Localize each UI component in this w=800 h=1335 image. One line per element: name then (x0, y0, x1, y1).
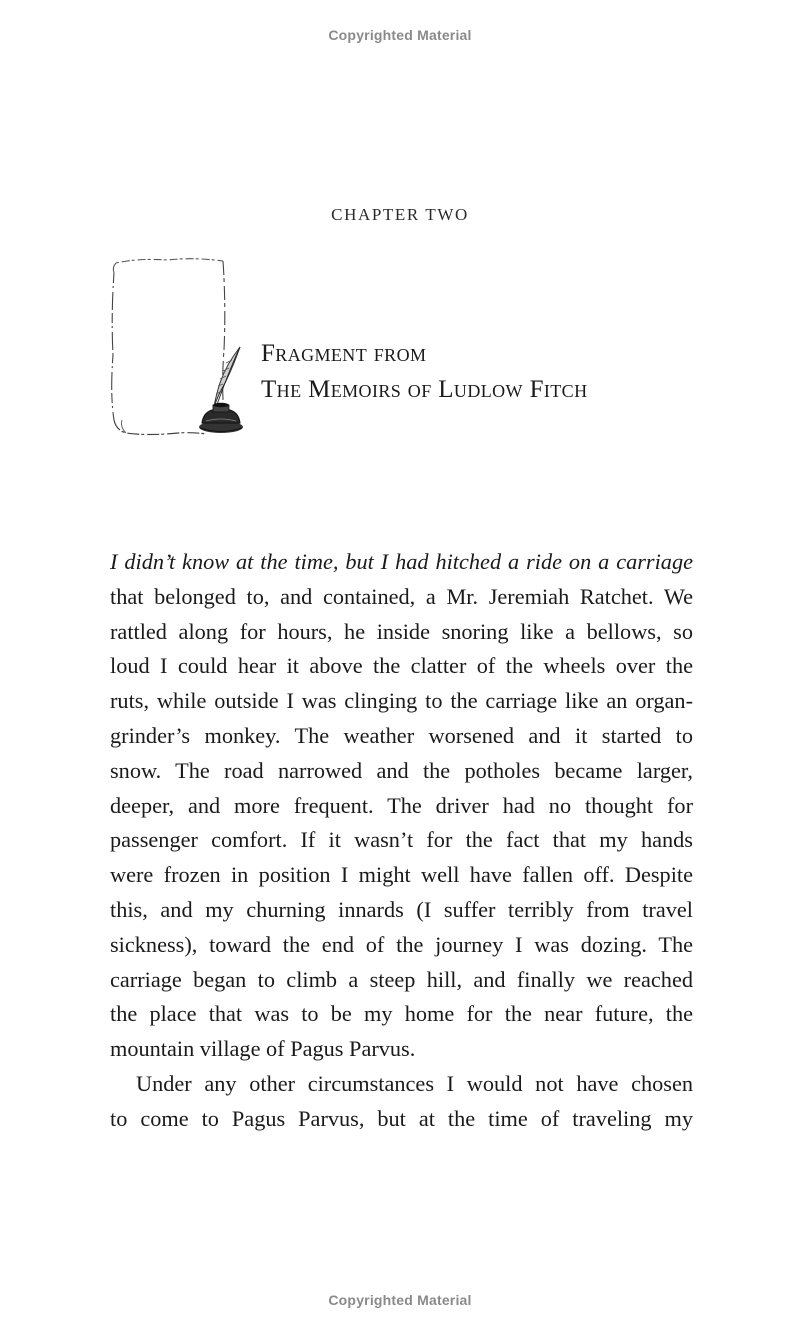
chapter-title (261, 336, 587, 408)
text-line: passenger comfort. If it wasn’t for the fact that my hands (110, 827, 693, 853)
paragraph-1-italic-lead: I didn’t know at the time, but I had hitched a ride on a carriage (110, 549, 693, 574)
text-line: grinder’s monkey. The weather worsened and it started to (110, 722, 693, 748)
paragraph-1 (110, 545, 693, 1067)
text-line: to come to Pagus Parvus, but at the time of traveling my (110, 1105, 693, 1131)
text-line: loud I could hear it above the clatter of the wheels over the (110, 653, 693, 679)
text-line: snow. The road narrowed and the potholes became larger, (110, 757, 693, 783)
parchment-quill-inkwell-icon (108, 255, 248, 440)
chapter-title-line-2: The Memoirs of Ludlow Fitch (261, 376, 588, 403)
text-line: the place that was to be my home for the near future, the (110, 1001, 693, 1027)
text-line: mountain village of Pagus Parvus. (110, 1036, 416, 1062)
text-line: sickness), toward the end of the journey I was dozing. The (110, 931, 693, 957)
copyright-watermark-top: Copyrighted Material (328, 27, 472, 43)
chapter-number: CHAPTER TWO (331, 205, 469, 224)
text-line: this, and my churning innards (I suffer terribly from travel (110, 896, 693, 922)
paragraph-2 (110, 1067, 693, 1137)
text-line: deeper, and more frequent. The driver had no thought for (110, 792, 693, 818)
body-text (110, 545, 693, 1137)
text-line: carriage began to climb a steep hill, and finally we reached (110, 966, 693, 992)
copyright-watermark-bottom: Copyrighted Material (328, 1292, 472, 1308)
chapter-title-line-1: Fragment from (261, 340, 427, 367)
text-line: that belonged to, and contained, a Mr. Jeremiah Ratchet. We (110, 583, 693, 609)
text-line: ruts, while outside I was clinging to the carriage like an organ- (110, 688, 693, 714)
text-line: rattled along for hours, he inside snoring like a bellows, so (110, 618, 693, 644)
text-line: were frozen in position I might well have fallen off. Despite (110, 862, 693, 888)
text-line: Under any other circumstances I would not have chosen (136, 1070, 693, 1096)
